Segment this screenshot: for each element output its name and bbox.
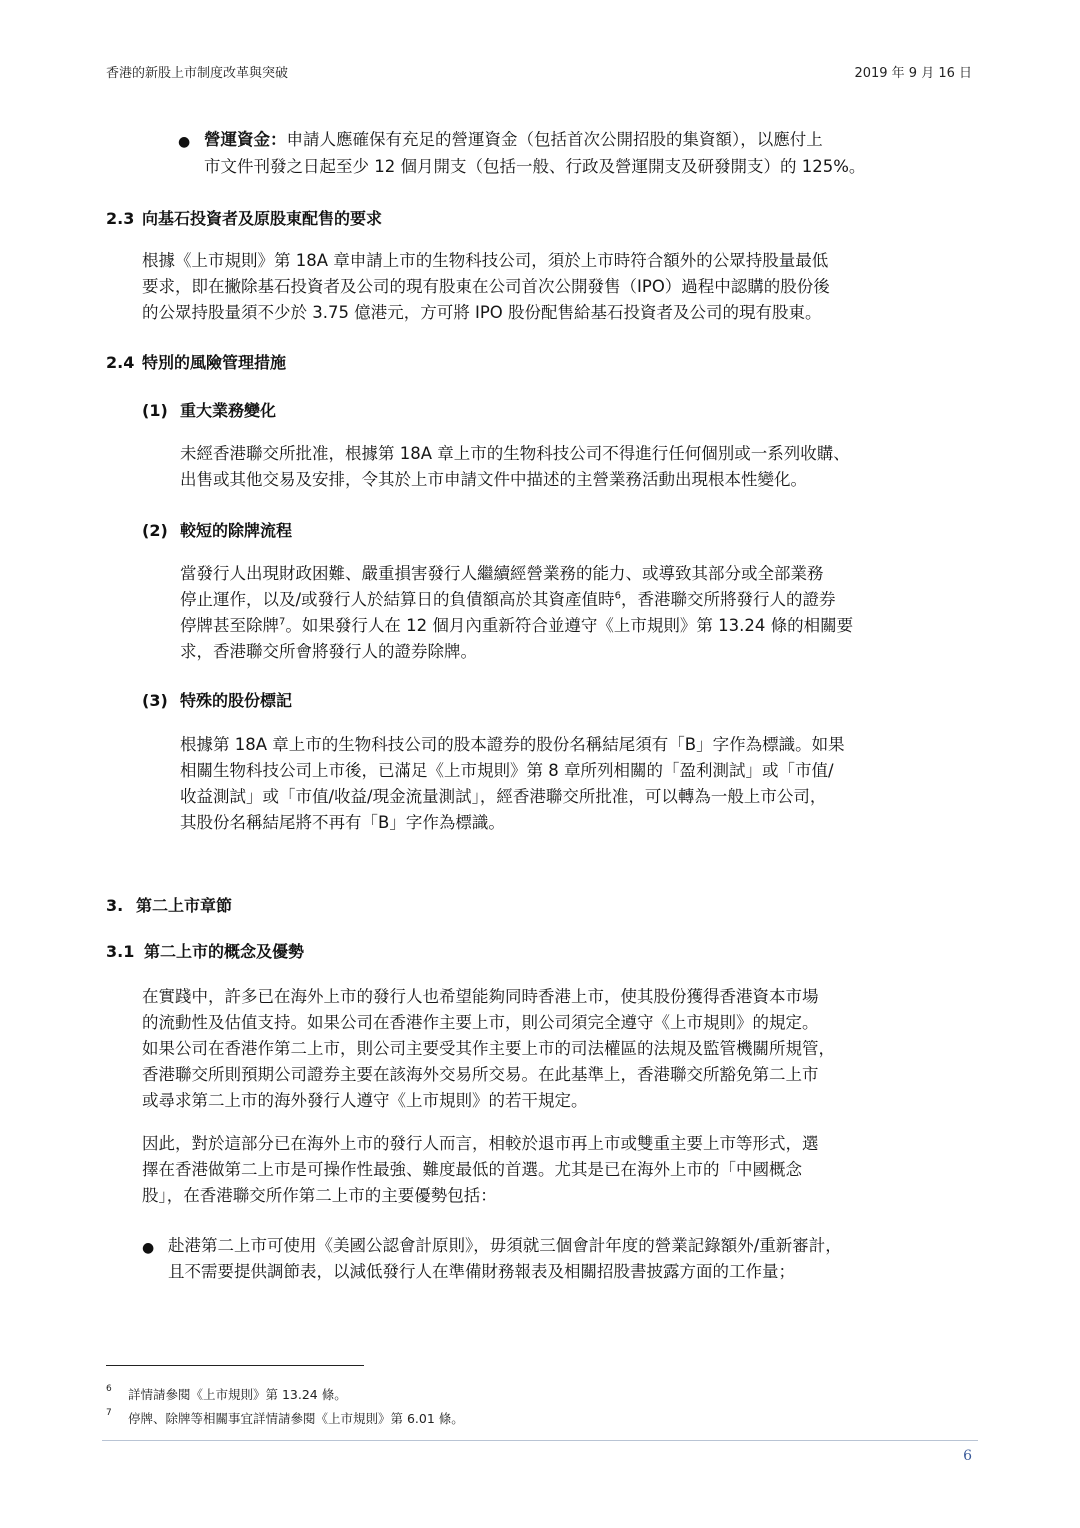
section-2-3-heading [106,206,382,229]
paragraph-line: 根據《上市規則》第 18A 章申請上市的生物科技公司，須於上市時符合額外的公眾持股量最低 [142,251,829,270]
bullet-icon: ● [178,134,191,150]
footnote-number: 7 [106,1408,112,1418]
paragraph-line: 求，香港聯交所會將發行人的證券除牌。 [180,642,477,661]
subsection-title: 重大業務變化 [180,401,277,420]
bullet-working-capital-line1 [204,128,823,152]
subsection-title: 特殊的股份標記 [180,691,293,710]
bullet-icon: ● [142,1240,155,1256]
footnote-ref-6[interactable]: 6 [614,590,621,602]
page-number: 6 [963,1448,972,1464]
paragraph-line [180,588,835,612]
bullet-line: 赴港第二上市可使用《美國公認會計原則》，毋須就三個會計年度的營業記錄額外/重新審計， [168,1236,842,1255]
paragraph-line: 根據第 18A 章上市的生物科技公司的股本證券的股份名稱結尾須有「B」字作為標識。如果 [180,735,845,754]
paragraph-line: 當發行人出現財政困難、嚴重損害發行人繼續經營業務的能力、或導致其部分或全部業務 [180,564,824,583]
section-title: 特別的風險管理措施 [142,353,287,372]
section-number: 3. [106,896,124,915]
paragraph-line: 未經香港聯交所批准，根據第 18A 章上市的生物科技公司不得進行任何個別或一系列收購、 [180,444,850,463]
subsection-3-heading [142,688,292,711]
bullet-text: 申請人應確保有充足的營運資金（包括首次公開招股的集資額），以應付上 [286,130,823,149]
subsection-number: (3) [142,691,168,710]
paragraph-line: 的公眾持股量須不少於 3.75 億港元，方可將 IPO 股份配售給基石投資者及公司的現有股東。 [142,303,822,322]
paragraph-line: 要求，即在撇除基石投資者及公司的現有股東在公司首次公開發售（IPO）過程中認購的股份後 [142,277,830,296]
text-run: 停牌甚至除牌 [180,616,279,635]
subsection-number: (2) [142,521,168,540]
section-number: 2.3 [106,209,135,228]
footnote-text: 停牌、除牌等相關事宜詳情請參閱《上市規則》第 6.01 條。 [128,1411,464,1426]
footnote-separator [106,1365,364,1366]
section-number: 3.1 [106,942,135,961]
section-title: 第二上市章節 [136,896,233,915]
paragraph-line: 因此，對於這部分已在海外上市的發行人而言，相較於退市再上市或雙重主要上市等形式，選 [142,1134,819,1153]
paragraph-line: 如果公司在香港作第二上市，則公司主要受其作主要上市的司法權區的法規及監管機關所規管， [142,1039,835,1058]
text-run: 。如果發行人在 12 個月內重新符合並遵守《上市規則》第 13.24 條的相關要 [285,616,854,635]
footer-rule [102,1440,978,1441]
paragraph-line [180,614,853,638]
subsection-title: 較短的除牌流程 [180,521,293,540]
paragraph-line: 相關生物科技公司上市後，已滿足《上市規則》第 8 章所列相關的「盈利測試」或「市值/ [180,761,834,780]
section-title: 第二上市的概念及優勢 [144,942,305,961]
paragraph-line: 香港聯交所則預期公司證券主要在該海外交易所交易。在此基準上，香港聯交所豁免第二上市 [142,1065,819,1084]
paragraph-line: 在實踐中，許多已在海外上市的發行人也希望能夠同時香港上市，使其股份獲得香港資本市場 [142,987,819,1006]
subsection-1-heading [142,398,276,421]
section-number: 2.4 [106,353,135,372]
section-2-4-heading [106,350,286,373]
section-title: 向基石投資者及原股東配售的要求 [142,209,383,228]
bullet-line: 且不需要提供調節表，以減低發行人在準備財務報表及相關招股書披露方面的工作量； [168,1262,795,1281]
section-3-1-heading [106,939,304,962]
paragraph-line: 擇在香港做第二上市是可操作性最強、難度最低的首選。尤其是已在海外上市的「中國概念 [142,1160,802,1179]
bullet-label: 營運資金： [204,130,287,149]
paragraph-line: 的流動性及估值支持。如果公司在香港作主要上市，則公司須完全遵守《上市規則》的規定。 [142,1013,819,1032]
paragraph-line: 出售或其他交易及安排，令其於上市申請文件中描述的主營業務活動出現根本性變化。 [180,470,807,489]
paragraph-line: 或尋求第二上市的海外發行人遵守《上市規則》的若干規定。 [142,1091,588,1110]
bullet-working-capital-line2: 市文件刊發之日起至少 12 個月開支（包括一般、行政及營運開支及研發開支）的 125%。 [204,157,866,176]
text-run: ，香港聯交所將發行人的證券 [620,590,836,609]
footnote-number: 6 [106,1384,112,1394]
text-run: 停止運作，以及/或發行人於結算日的負債額高於其資產值時 [180,590,615,609]
subsection-2-heading [142,518,292,541]
paragraph-line: 收益測試」或「市值/收益/現金流量測試」，經香港聯交所批准，可以轉為一般上市公司， [180,787,827,806]
subsection-number: (1) [142,401,168,420]
header-date: 2019 年 9 月 16 日 [854,66,972,81]
section-3-heading [106,893,232,916]
header-title: 香港的新股上市制度改革與突破 [106,66,289,81]
paragraph-line: 其股份名稱結尾將不再有「B」字作為標識。 [180,813,505,832]
paragraph-line: 股」，在香港聯交所作第二上市的主要優勢包括： [142,1186,497,1205]
footnote-text: 詳情請參閱《上市規則》第 13.24 條。 [128,1387,347,1402]
footnote-ref-7[interactable]: 7 [279,616,286,628]
